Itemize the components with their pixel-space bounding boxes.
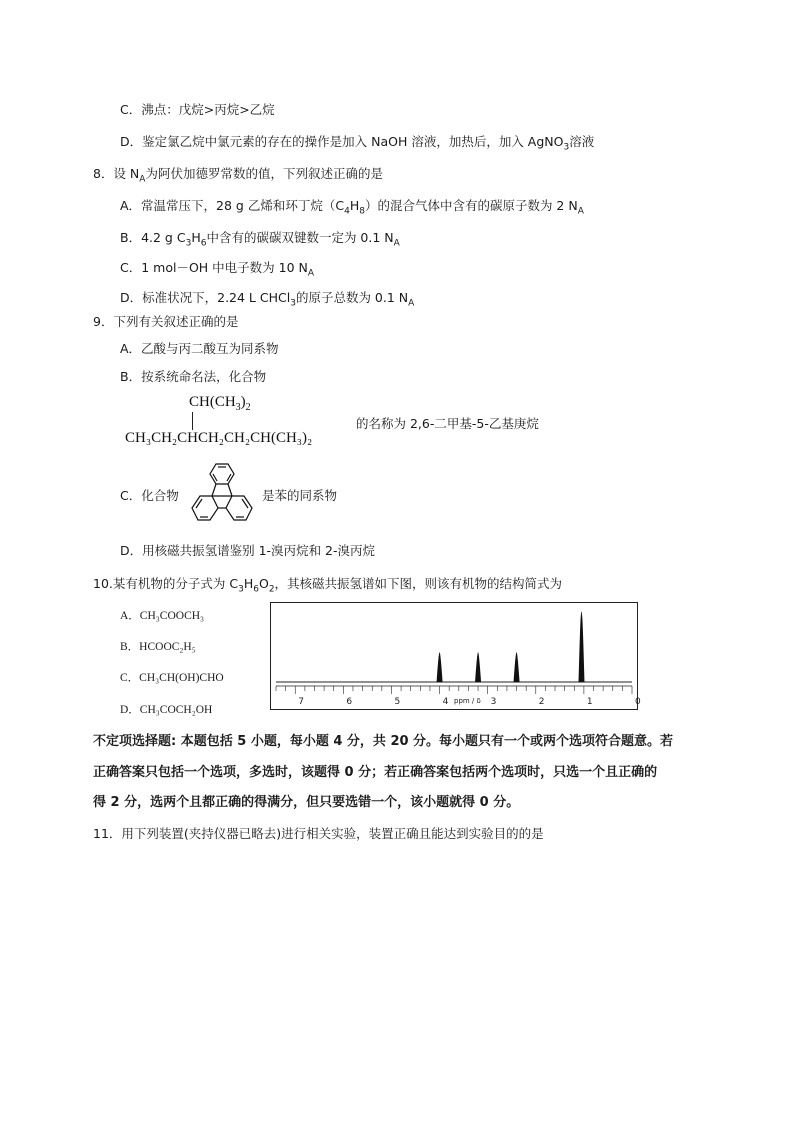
q10-mid1: H bbox=[243, 576, 254, 591]
q9-option-a: A．乙酸与丙二酸互为同系物 bbox=[120, 341, 279, 356]
q10-stem-pre: 10.某有机物的分子式为 C bbox=[93, 576, 239, 591]
q10-mid2: O bbox=[258, 576, 269, 591]
q9-option-b-name: 的名称为 2,6-二甲基-5-乙基庚烷 bbox=[356, 416, 539, 431]
q8-a-mid: H bbox=[349, 198, 360, 213]
q9-branch-post: ) bbox=[240, 394, 246, 410]
q9-branch-pre: CH(CH bbox=[189, 394, 236, 410]
q9-option-c-end: 是苯的同系物 bbox=[262, 488, 338, 503]
q9-branch-sub: 3 bbox=[235, 402, 241, 413]
q8-option-c bbox=[120, 260, 315, 279]
nmr-tick-label: 0 bbox=[635, 697, 641, 707]
q9-branch-sub2: 2 bbox=[245, 402, 251, 413]
q10-sub1: 3 bbox=[238, 584, 244, 595]
triptycene-structure bbox=[186, 460, 264, 534]
q10-stem bbox=[93, 576, 563, 595]
q8-option-a bbox=[120, 198, 584, 217]
q8-stem bbox=[93, 166, 383, 185]
q8-a-pre: A．常温常压下，28 g 乙烯和环丁烷（C bbox=[120, 198, 345, 213]
q11-stem: 11．用下列装置(夹持仪器已略去)进行相关实验，装置正确且能达到实验目的的是 bbox=[93, 826, 544, 841]
q10-option-d: D．CH₃COCH₂OH bbox=[120, 704, 213, 716]
section-instructions-line3: 得 2 分，选两个且都正确的得满分，但只要选错一个，该小题就得 0 分。 bbox=[93, 795, 520, 810]
q8-b-pre: B．4.2 g C bbox=[120, 230, 186, 245]
q8-option-d bbox=[120, 290, 415, 309]
q8-stem-pre: 8．设 N bbox=[93, 166, 140, 181]
q7-option-c: C．沸点：戊烷>丙烷>乙烷 bbox=[120, 102, 275, 117]
q8-d-sub2: A bbox=[408, 298, 415, 309]
q9-formula-branch bbox=[189, 394, 251, 411]
q8-b-post: 中含有的碳碳双键数一定为 0.1 N bbox=[206, 230, 394, 245]
nmr-tick-label: 5 bbox=[394, 697, 401, 707]
q8-a-post: ）的混合气体中含有的碳原子数为 2 N bbox=[364, 198, 578, 213]
q8-a-sub3: A bbox=[577, 206, 584, 217]
nmr-tick-label: 3 bbox=[490, 697, 497, 707]
q9-formula-bond bbox=[192, 412, 193, 430]
q8-d-post: 的原子总数为 0.1 N bbox=[295, 290, 409, 305]
section-instructions-line1: 不定项选择题: 本题包括 5 小题，每小题 4 分，共 20 分。每小题只有一个或两个选项符合题意。若 bbox=[93, 734, 674, 749]
q10-option-b: B．HCOOC₂H₅ bbox=[120, 641, 196, 653]
q9-formula-main: CH₃CH₂CHCH₂CH₂CH(CH₃)₂ bbox=[125, 430, 313, 446]
q10-sub3: 2 bbox=[268, 584, 275, 595]
nmr-tick-label: 2 bbox=[538, 697, 545, 707]
nmr-spectrum-chart bbox=[270, 602, 641, 710]
q8-d-sub1: 3 bbox=[290, 298, 296, 309]
q9-option-c: C．化合物 bbox=[120, 488, 179, 503]
q8-b-sub2: 6 bbox=[200, 238, 207, 249]
q8-b-sub1: 3 bbox=[185, 238, 192, 249]
q9-option-d: D．用核磁共振氢谱鉴别 1-溴丙烷和 2-溴丙烷 bbox=[120, 543, 375, 558]
q7-option-d bbox=[120, 134, 595, 153]
q8-c-sub: A bbox=[307, 268, 315, 279]
q7-d-text: D．鉴定氯乙烷中氯元素的存在的操作是加入 NaOH 溶液，加热后，加入 AgNO bbox=[120, 134, 564, 149]
section-instructions-line2: 正确答案只包括一个选项，多选时，该题得 0 分；若正确答案包括两个选项时，只选一个且正确的 bbox=[93, 765, 658, 780]
q8-option-b bbox=[120, 230, 400, 249]
q7-d-text-end: 溶液 bbox=[569, 134, 595, 149]
q10-sub2: 6 bbox=[253, 584, 259, 595]
q8-stem-sub: A bbox=[139, 174, 146, 185]
nmr-tick-label: 1 bbox=[586, 697, 593, 707]
q10-stem-post: ，其核磁共振氢谱如下图，则该有机物的结构简式为 bbox=[274, 576, 563, 591]
q9-stem: 9．下列有关叙述正确的是 bbox=[93, 314, 239, 329]
q8-b-mid: H bbox=[191, 230, 201, 245]
nmr-tick-label: 7 bbox=[298, 697, 304, 707]
q8-c-pre: C．1 mol－OH 中电子数为 10 N bbox=[120, 260, 308, 275]
q10-option-c: C．CH₃CH(OH)CHO bbox=[120, 672, 224, 684]
q8-a-sub2: 8 bbox=[359, 206, 365, 217]
q8-b-sub3: A bbox=[393, 238, 400, 249]
q8-d-pre: D．标准状况下，2.24 L CHCl bbox=[120, 290, 291, 305]
q8-a-sub1: 4 bbox=[344, 206, 350, 217]
q9-option-b: B．按系统命名法，化合物 bbox=[120, 369, 267, 384]
q10-option-a: A．CH₃COOCH₃ bbox=[120, 610, 205, 622]
nmr-x-axis-label: ppm / δ bbox=[454, 697, 481, 705]
q7-d-sub: 3 bbox=[563, 142, 570, 153]
nmr-tick-label: 6 bbox=[346, 697, 353, 707]
q8-stem-post: 为阿伏加德罗常数的值，下列叙述正确的是 bbox=[145, 166, 383, 181]
nmr-tick-label: 4 bbox=[442, 697, 449, 707]
